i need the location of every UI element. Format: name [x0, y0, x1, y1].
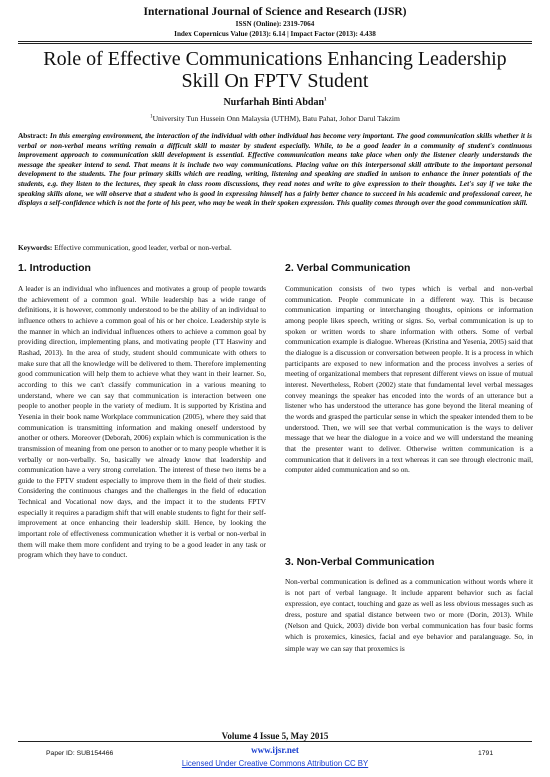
- paper-title: Role of Effective Communications Enhancing Leadership Skill On FPTV Student: [43, 48, 507, 92]
- abstract-text: In this emerging environment, the interaction of the individual with other individual has become very important. The good communication skills whether it is verbal or non-verbal means writing remain a difficult skill to master by student especially. While, to be a good leader in a community of student's continuous improvement approach to communication skill development is essential. Effective communication means take place when only the listener clearly understands the message the speaker intend to send. That means it is include two way communications. Placing value on this interpersonal skill attribute to the important personal development to the students. The four primary skills which are reading, writing, listening and speaking are studied in unison to enhance the inner potentials of the students, e.g. they listen to the lectures, they speak in class room discussions, they read notes and write to give expression to their thoughts. Let's say if we take the speaking skills alone, we will observe that a student who is good in expressing himself has a fairly better chance to succeed in his academic and professional career, he displays a self-confidence which is not the forte of his peer, who may be weak in their spoken expression. This quality comes through over the good communication skill.: [18, 131, 532, 208]
- section-heading-introduction: 1. Introduction: [18, 262, 91, 274]
- abstract: [18, 131, 532, 208]
- affiliation-superscript: 1: [150, 114, 153, 120]
- introduction-text: A leader is an individual who influences and motivates a group of people towards the achievement of a common goal. While leadership has a wide range of definitions, it is however, commonly understood to be the ability of an individual to influence others to achieve a common goal of his or her choice. Leadership style is the manner in which an individual influences others to achieve a common goal by providing direction, implementing plans, and motivating people (TT Haswiny and Rashad, 2013). In the area of study, student should communicate with others to make sure that all the knowledge will be delivered to them. Therefore implementing good communication will help them to achieve what they want in their learner. So, according to this we can't classify communication in a various meaning to understand, where we can say that communication is interaction between one people to another people in the variety of medium. It is supported by Kristina and Yesenia in their book name Workplace communication (2005), where they said that communication is transmitting information and making oneself understood by another or others. Moreover (Deborah, 2006) explain which is communication is the transmission of meaning from one person to another or to many people whether it is verbally or non-verbally. So, basically we already know that leadership and communication have a very strong correlation. The interest of these two items be a guide to the FPTV student especially to improve them in the field of their studies. Considering the continuous changes and the challenges in the field of education Technical and Vocational now days, and the impact it to the students FPTV especially it requires a paradigm shift that will enable students to fight for their self-improvement at once enhancing their leadership skill. Hence, by looking the important role of effectiveness communication whether it is verbal or non-verbal in them will make them more confident and trying to be a good leader in any task or program which they have to conduct.: [18, 284, 266, 560]
- footer-license-link[interactable]: Licensed Under Creative Commons Attribution CC BY: [181, 759, 369, 768]
- non-verbal-communication-text: Non-verbal communication is defined as a communication without words where it is not part of verbal language. It include apparent behavior such as facial expression, eye contact, touching and gaze as well as less obvious messages such as dress, posture and spatial distance between two or more (Dorin, 2013). While (Nelson and Quick, 2003) divide bon verbal communication has four basic forms which is proxemics, kinesics, facial and eye behavior and paralanguage. So, in simple way we can say that proxemics is: [285, 577, 533, 653]
- section-heading-verbal-communication: 2. Verbal Communication: [285, 262, 411, 274]
- section-heading-non-verbal-communication: 3. Non-Verbal Communication: [285, 556, 435, 568]
- affiliation: [0, 114, 550, 123]
- author-name: [0, 97, 550, 108]
- author-name-text: Nurfarhah Binti Abdan: [223, 97, 325, 108]
- verbal-communication-text: Communication consists of two types which is verbal and non-verbal communication. People communicate in a different way. This is because communication imparting or interchanging thoughts, opinions or information among people likes speech, writing or signs. So, verbal communication is up to spoken or written words to share information with others. Some of verbal communication example is dialogue. Whereas (Kristina and Yesenia, 2005) said that the dialogue is a discussion or conversation between people. It is a process in which participants are exposed to new information and the process involves a series of meeting of organizational members that represent different views on issue of mutual interest. Nevertheless, Robert (2002) state that fundamental level verbal messages convey meanings the speaker has encoded into the words of an utterance but a listener who has understood the utterance has gone beyond the literal meaning of the words and grasped the particular sense in which the speaker intended them to be understood. Then, we will see that verbal communication is the ways to deliver message that we hear the dialogue in a voice and we will understand the meaning that the presenter want to deliver. Otherwise written communication is a communication that it delivers in a text whereas it can see through electronic mail, computer aided communication and so on.: [285, 284, 533, 475]
- journal-title: International Journal of Science and Research (IJSR): [143, 6, 407, 18]
- footer-paper-id: Paper ID: SUB154466: [46, 750, 114, 757]
- abstract-label: Abstract:: [18, 131, 48, 140]
- footer-rule: [18, 741, 532, 742]
- keywords-label: Keywords:: [18, 243, 53, 252]
- author-superscript: 1: [324, 97, 327, 103]
- issn-line: ISSN (Online): 2319-7064: [235, 20, 315, 28]
- header-rule-secondary: [18, 43, 532, 44]
- footer-volume: Volume 4 Issue 5, May 2015: [221, 731, 329, 741]
- header-rule: [18, 41, 532, 42]
- index-line: Index Copernicus Value (2013): 6.14 | Impact Factor (2013): 4.438: [174, 30, 376, 38]
- keywords-text: Effective communication, good leader, verbal or non-verbal.: [54, 243, 232, 252]
- footer-url-link[interactable]: www.ijsr.net: [251, 745, 299, 755]
- footer-page-number: 1791: [478, 750, 494, 757]
- affiliation-text: University Tun Hussein Onn Malaysia (UTHM), Batu Pahat, Johor Darul Takzim: [152, 114, 400, 123]
- keywords: [18, 243, 532, 252]
